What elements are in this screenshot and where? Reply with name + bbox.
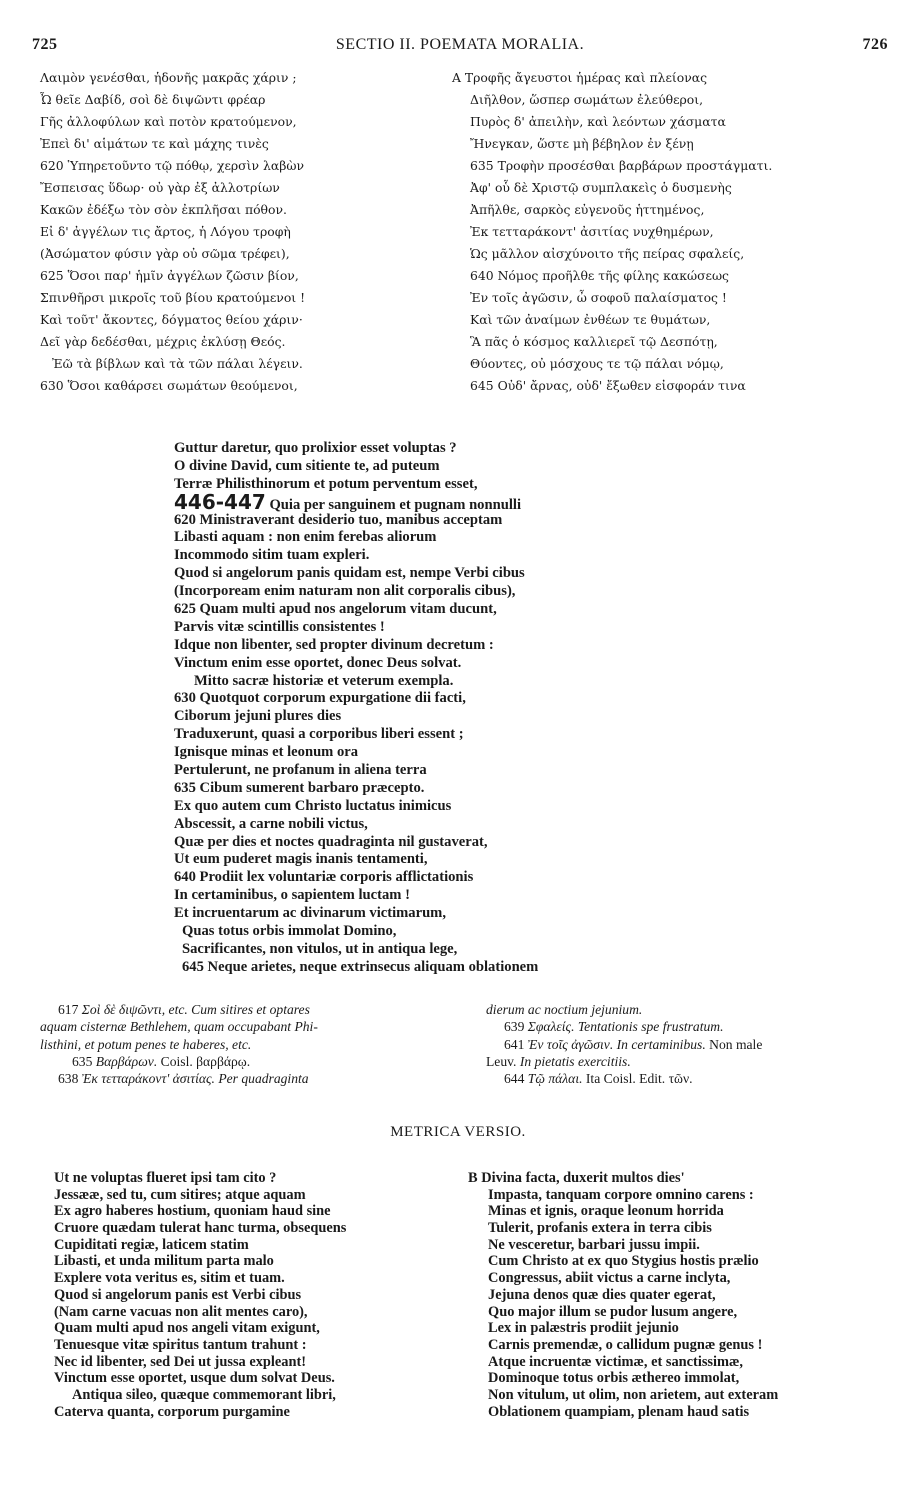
footnote-number: 641 xyxy=(504,1036,525,1052)
greek-line: Λαιμὸν γενέσθαι, ἡδονῆς μακρᾶς χάριν ; xyxy=(40,70,297,85)
greek-line: Ἃ πᾶς ὁ κόσμος καλλιερεῖ τῷ Δεσπότῃ, xyxy=(470,334,718,349)
footnote-lemma: Βαρβάρων. xyxy=(95,1053,158,1069)
greek-line: Ἐκ τετταράκοντ' ἀσιτίας νυχθημέρων, xyxy=(470,224,714,239)
greek-line: Ἤνεγκαν, ὥστε μὴ βέβηλον ἐν ξένῃ xyxy=(470,136,694,151)
footnote-continued: aquam cisternæ Bethlehem, quam occupabant Phi- xyxy=(40,1019,318,1035)
footnote xyxy=(40,1070,318,1087)
greek-line: Ἀφ' οὗ δὲ Χριστῷ συμπλακεὶς ὁ δυσμενὴς xyxy=(470,180,732,195)
greek-line: Γῆς ἀλλοφύλων καὶ ποτὸν κρατούμενον, xyxy=(40,114,297,129)
greek-line: Καὶ τοῦτ' ἄκοντες, δόγματος θείου χάριν· xyxy=(40,312,303,327)
verse-line: B Divina facta, duxerit multos dies' xyxy=(468,1170,685,1186)
greek-line: Εἰ δ' ἀγγέλων τις ἄρτος, ἡ Λόγου τροφὴ xyxy=(40,224,291,239)
verse-line: Dominoque totus orbis æthereo immolat, xyxy=(488,1370,740,1387)
greek-line: 625 Ὅσοι παρ' ἡμῖν ἀγγέλων ζῶσιν βίον, xyxy=(40,268,299,283)
latin-line: Pertulerunt, ne profanum in aliena terra xyxy=(174,762,427,779)
left-page-number: 725 xyxy=(32,36,58,53)
verse-line: Oblationem quampiam, plenam haud satis xyxy=(488,1403,750,1420)
latin-line: 630 Quotquot corporum expurgatione dii facti, xyxy=(174,690,466,707)
footnote-continued xyxy=(486,1053,762,1070)
greek-line: Σπινθῆρσι μικροῖς τοῦ βίου κρατούμενοι ! xyxy=(40,290,306,305)
latin-line: 625 Quam multi apud nos angelorum vitam ducunt, xyxy=(174,601,497,618)
verse-line: Carnis premendæ, o callidum pugnæ genus ! xyxy=(488,1336,763,1353)
verse-line: (Nam carne vacuas non alit mentes caro), xyxy=(54,1303,308,1320)
greek-line: Πυρὸς δ' ἀπειλὴν, καὶ λεόντων χάσματα xyxy=(470,114,726,129)
verse-line: Quo major illum se pudor lusum angere, xyxy=(488,1303,738,1320)
greek-text-left-column xyxy=(40,67,305,397)
footnote xyxy=(40,1001,318,1018)
footnote-lemma: Τῷ πάλαι. xyxy=(527,1071,583,1087)
latin-translation xyxy=(174,440,538,977)
greek-line: Ἀπῆλθε, σαρκὸς εὐγενοῦς ἡττημένος, xyxy=(470,202,705,217)
verse-line: Ut ne voluptas flueret ipsi tam cito ? xyxy=(54,1170,277,1186)
latin-line: O divine David, cum sitiente te, ad puteum xyxy=(174,457,440,474)
greek-line: Ὡς μᾶλλον αἰσχύνοιτο τῆς πείρας σφαλείς, xyxy=(470,246,745,261)
greek-line: Ὦ θεῖε Δαβίδ, σοὶ δὲ διψῶντι φρέαρ xyxy=(40,92,266,107)
footnote-text: In pietatis exercitiis. xyxy=(516,1053,631,1069)
footnote-number: 617 xyxy=(58,1002,79,1017)
latin-line: 635 Cibum sumerent barbaro præcepto. xyxy=(174,779,425,796)
latin-line: (Incorpoream enim naturam non alit corporalis cibus), xyxy=(174,583,516,600)
greek-line: Ἐν τοῖς ἀγῶσιν, ὦ σοφοῦ παλαίσματος ! xyxy=(470,290,727,305)
footnote-text: Per quadraginta xyxy=(214,1071,309,1087)
latin-line-text: Quia per sanguinem et pugnam nonnulli xyxy=(269,496,521,513)
latin-line: Libasti aquam : non enim ferebas aliorum xyxy=(174,529,437,546)
verse-line: Antiqua sileo, quæque commemorant libri, xyxy=(72,1386,336,1403)
footnote xyxy=(486,1070,762,1087)
section-title: SECTIO II. POEMATA MORALIA. xyxy=(335,36,585,53)
footnote-text: Ita Coisl. Edit. τῶν. xyxy=(582,1071,693,1087)
column-marker: 446-447 xyxy=(174,489,266,514)
footnote-continued: listhini, et potum penes te haberes, etc. xyxy=(40,1036,252,1052)
verse-line: Lex in palæstris prodiit jejunio xyxy=(488,1320,679,1337)
greek-line: Ἔσπεισας ὕδωρ· οὐ γὰρ ἐξ ἀλλοτρίων xyxy=(40,180,280,195)
verse-line: Libasti, et unda militum parta malo xyxy=(54,1253,274,1270)
latin-line: Ciborum jejuni plures dies xyxy=(174,708,342,725)
latin-line: Vinctum enim esse oportet, donec Deus solvat. xyxy=(174,654,462,671)
latin-line: Quod si angelorum panis quidam est, nempe Verbi cibus xyxy=(174,565,525,582)
footnote-text: Coisl. βαρβάρῳ. xyxy=(157,1053,251,1069)
latin-line: Quæ per dies et noctes quadraginta nil gustaverat, xyxy=(174,833,488,850)
verse-line: Nec id libenter, sed Dei ut jussa expleant! xyxy=(54,1353,307,1370)
latin-line: Ex quo autem cum Christo luctatus inimicus xyxy=(174,797,452,814)
latin-line: Parvis vitæ scintillis consistentes ! xyxy=(174,618,385,635)
greek-line: 620 Ὑπηρετοῦντο τῷ πόθῳ, χερσὶν λαβὼν xyxy=(40,158,304,173)
footnote xyxy=(40,1053,318,1070)
verse-line: Quam multi apud nos angeli vitam exigunt, xyxy=(54,1320,320,1337)
footnote xyxy=(486,1018,762,1035)
latin-line: 640 Prodiit lex voluntariæ corporis afflictationis xyxy=(174,869,474,886)
right-page-number: 726 xyxy=(862,36,888,53)
latin-line: 620 Ministraverant desiderio tuo, manibus acceptam xyxy=(174,511,503,528)
verse-line: Jessææ, sed tu, cum sitires; atque aquam xyxy=(54,1186,306,1203)
verse-line: Tenuesque vitæ spiritus tantum trahunt : xyxy=(54,1336,307,1353)
verse-line: Tulerit, profanis extera in terra cibis xyxy=(488,1220,712,1237)
verse-line: Cum Christo at ex quo Stygius hostis prælio xyxy=(488,1253,759,1270)
greek-text-right-column xyxy=(452,67,772,397)
footnotes-left-column xyxy=(40,1001,318,1087)
verse-line: Vinctum esse oportet, usque dum solvat Deus. xyxy=(54,1370,335,1387)
greek-line: Κακῶν ἐδέξω τὸν σὸν ἐκπλῆσαι πόθον. xyxy=(40,202,287,217)
latin-line: Incommodo sitim tuam expleri. xyxy=(174,547,370,564)
verse-line: Minas et ignis, oraque leonum horrida xyxy=(488,1203,724,1220)
latin-line: Abscessit, a carne nobili victus, xyxy=(174,815,368,832)
greek-line: Ἐῶ τὰ βίβλων καὶ τὰ τῶν πάλαι λέγειν. xyxy=(52,356,303,371)
verse-line: Caterva quanta, corporum purgamine xyxy=(54,1403,290,1420)
verse-line: Impasta, tanquam corpore omnino carens : xyxy=(488,1186,754,1203)
latin-line: Quas totus orbis immolat Domino, xyxy=(182,923,397,940)
footnote-continued: dierum ac noctium jejunium. xyxy=(486,1002,643,1017)
latin-line: Ut eum puderet magis inanis tentamenti, xyxy=(174,851,428,868)
metrica-versio-heading: METRICA VERSIO. xyxy=(390,1124,526,1140)
latin-line: Mitto sacræ historiæ et veterum exempla. xyxy=(194,672,454,689)
running-header xyxy=(32,36,888,56)
metrical-verse-left-column xyxy=(54,1170,346,1420)
verse-line: Quod si angelorum panis est Verbi cibus xyxy=(54,1286,302,1303)
footnote-number: 639 xyxy=(504,1019,525,1035)
latin-line: Ignisque minas et leonum ora xyxy=(174,744,359,761)
verse-line: Atque incruentæ victimæ, et sanctissimæ, xyxy=(488,1353,744,1370)
greek-line: 630 Ὅσοι καθάρσει σωμάτων θεούμενοι, xyxy=(40,378,298,393)
latin-line: In certaminibus, o sapientem luctam ! xyxy=(174,887,410,904)
verse-line: Cupiditati regiæ, laticem statim xyxy=(54,1236,249,1253)
greek-line: Δεῖ γὰρ δεδέσθαι, μέχρις ἐκλύσῃ Θεός. xyxy=(40,334,286,349)
footnote-lemma: Ἐν τοῖς ἀγῶσιν. xyxy=(527,1036,614,1052)
latin-line: Guttur daretur, quo prolixior esset voluptas ? xyxy=(174,440,457,456)
latin-line: Et incruentarum ac divinarum victimarum, xyxy=(174,905,446,922)
latin-line: Idque non libenter, sed propter divinum decretum : xyxy=(174,636,494,653)
greek-line: Θύοντες, οὐ μόσχους τε τῷ πάλαι νόμῳ, xyxy=(470,356,724,371)
verse-line: Cruore quædam tulerat hanc turma, obsequens xyxy=(54,1220,347,1237)
verse-line: Ex agro haberes hostium, quoniam haud sine xyxy=(54,1203,331,1220)
footnote-number: 644 xyxy=(504,1071,525,1087)
footnote-text: etc. Cum sitires et optares xyxy=(165,1002,310,1017)
greek-line: Διῆλθον, ὥσπερ σωμάτων ἐλεύθεροι, xyxy=(470,92,704,107)
greek-line: (Ἀσώματον φύσιν γὰρ οὐ σῶμα τρέφει), xyxy=(40,246,290,261)
footnote-number: 635 xyxy=(72,1053,93,1069)
footnote-lemma: Σφαλείς. xyxy=(527,1019,575,1035)
verse-line: Congressus, abiit victus a carne inclyta, xyxy=(488,1270,731,1287)
greek-line: Καὶ τῶν ἀναίμων ἐνθέων τε θυμάτων, xyxy=(470,312,711,327)
footnote-lemma: Ἐκ τετταράκοντ' ἀσιτίας. xyxy=(81,1071,215,1087)
verse-line: Explere vota veritus es, sitim et tuam. xyxy=(54,1270,285,1287)
footnote-text: Leuv. xyxy=(486,1053,517,1069)
greek-line: 635 Τροφὴν προσέσθαι βαρβάρων προστάγματι. xyxy=(470,158,773,173)
latin-line: Sacrificantes, non vitulos, ut in antiqua lege, xyxy=(182,940,458,957)
verse-line: Non vitulum, ut olim, non arietem, aut exteram xyxy=(488,1386,779,1403)
footnote-text: Tentationis spe frustratum. xyxy=(574,1019,724,1035)
footnotes-right-column xyxy=(486,1001,762,1087)
footnote xyxy=(486,1036,762,1053)
latin-line xyxy=(174,489,538,514)
latin-line: 645 Neque arietes, neque extrinsecus aliquam oblationem xyxy=(182,958,539,975)
greek-line: A Τροφῆς ἄγευστοι ἡμέρας καὶ πλείονας xyxy=(452,70,708,85)
latin-line: Terræ Philisthinorum et potum perventum esset, xyxy=(174,475,478,492)
verse-line: Jejuna denos quæ dies quater egerat, xyxy=(488,1286,716,1303)
greek-line: 640 Νόμος προῆλθε τῆς φίλης κακώσεως xyxy=(470,268,729,283)
footnote-number: 638 xyxy=(58,1071,79,1087)
metrical-verse-right-column xyxy=(468,1170,778,1420)
footnote-text: In certaminibus. xyxy=(613,1036,706,1052)
verse-line: Ne vesceretur, barbari jussu impii. xyxy=(488,1236,700,1253)
latin-line: Traduxerunt, quasi a corporibus liberi essent ; xyxy=(174,726,464,743)
footnote-text: Non male xyxy=(705,1036,763,1052)
footnote-lemma: Σοὶ δὲ διψῶντι, xyxy=(81,1002,166,1017)
greek-line: 645 Οὐδ' ἄρνας, οὐδ' ἔξωθεν εἰσφοράν τινα xyxy=(470,378,746,393)
greek-line: Ἐπεὶ δι' αἱμάτων τε καὶ μάχης τινὲς xyxy=(40,136,269,151)
